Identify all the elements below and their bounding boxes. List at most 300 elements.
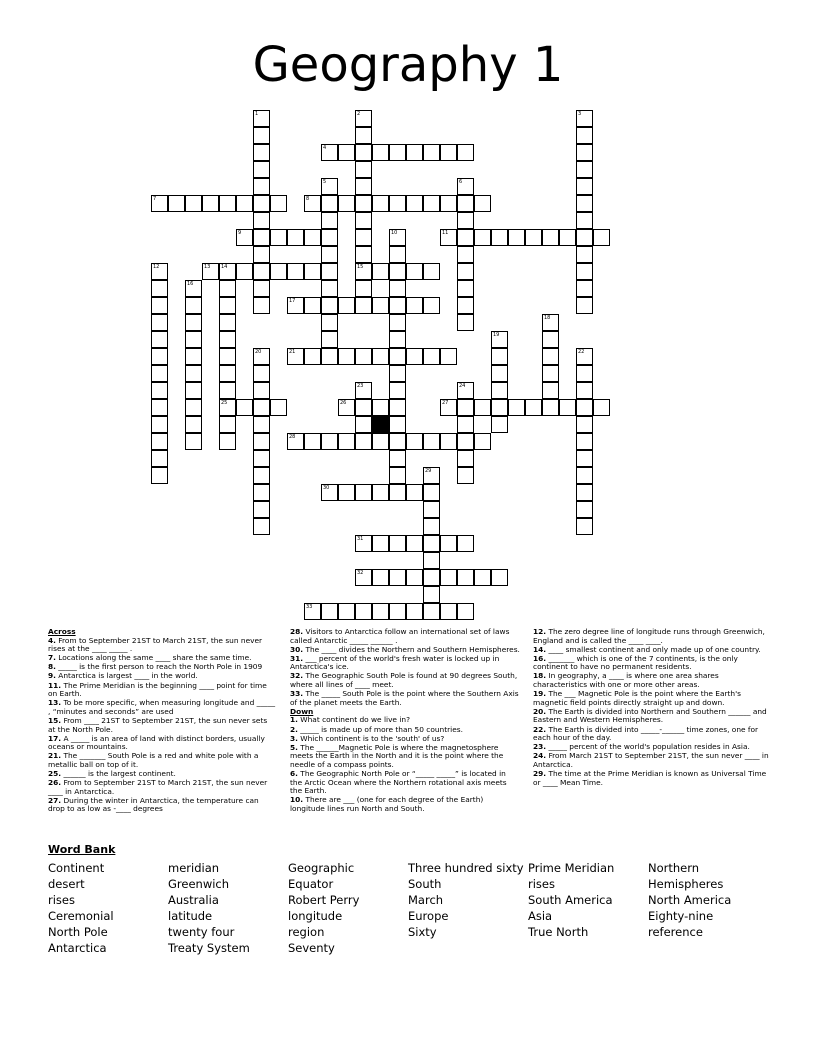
grid-cell[interactable] bbox=[457, 280, 474, 297]
grid-cell[interactable] bbox=[372, 195, 389, 212]
grid-cell[interactable] bbox=[338, 297, 355, 314]
grid-cell[interactable] bbox=[406, 144, 423, 161]
grid-cell[interactable] bbox=[423, 484, 440, 501]
grid-cell[interactable] bbox=[423, 535, 440, 552]
grid-cell[interactable] bbox=[423, 603, 440, 620]
grid-cell[interactable] bbox=[185, 433, 202, 450]
grid-cell[interactable] bbox=[389, 246, 406, 263]
grid-cell[interactable] bbox=[423, 433, 440, 450]
grid-cell[interactable] bbox=[559, 399, 576, 416]
grid-cell[interactable] bbox=[253, 280, 270, 297]
grid-cell[interactable] bbox=[406, 348, 423, 365]
grid-cell[interactable] bbox=[321, 433, 338, 450]
grid-cell[interactable] bbox=[423, 144, 440, 161]
grid-cell[interactable] bbox=[219, 297, 236, 314]
grid-cell[interactable] bbox=[304, 195, 321, 212]
grid-cell[interactable] bbox=[389, 297, 406, 314]
grid-cell[interactable] bbox=[270, 195, 287, 212]
grid-cell[interactable] bbox=[576, 263, 593, 280]
grid-cell[interactable] bbox=[576, 399, 593, 416]
grid-cell[interactable] bbox=[389, 484, 406, 501]
grid-cell[interactable] bbox=[151, 297, 168, 314]
grid-cell[interactable] bbox=[253, 144, 270, 161]
grid-cell[interactable] bbox=[355, 263, 372, 280]
grid-cell[interactable] bbox=[423, 467, 440, 484]
grid-cell[interactable] bbox=[219, 382, 236, 399]
grid-cell[interactable] bbox=[406, 535, 423, 552]
grid-cell[interactable] bbox=[253, 229, 270, 246]
grid-cell[interactable] bbox=[576, 110, 593, 127]
grid-cell[interactable] bbox=[576, 450, 593, 467]
grid-cell[interactable] bbox=[389, 399, 406, 416]
grid-cell[interactable] bbox=[338, 484, 355, 501]
grid-cell[interactable] bbox=[389, 450, 406, 467]
grid-cell[interactable] bbox=[151, 399, 168, 416]
grid-cell[interactable] bbox=[168, 195, 185, 212]
grid-cell[interactable] bbox=[236, 229, 253, 246]
grid-cell[interactable] bbox=[151, 263, 168, 280]
grid-cell[interactable] bbox=[151, 280, 168, 297]
grid-cell[interactable] bbox=[389, 144, 406, 161]
clue-number: 13 bbox=[204, 264, 211, 270]
grid-cell[interactable] bbox=[321, 195, 338, 212]
grid-cell[interactable] bbox=[423, 586, 440, 603]
grid-cell[interactable] bbox=[406, 263, 423, 280]
grid-cell[interactable] bbox=[406, 569, 423, 586]
grid-cell[interactable] bbox=[321, 603, 338, 620]
clue-number: 33 bbox=[306, 604, 313, 610]
grid-cell[interactable] bbox=[406, 433, 423, 450]
grid-cell[interactable] bbox=[236, 195, 253, 212]
grid-cell[interactable] bbox=[576, 297, 593, 314]
grid-cell[interactable] bbox=[321, 212, 338, 229]
clue-number: 10 bbox=[391, 230, 398, 236]
grid-cell[interactable] bbox=[406, 484, 423, 501]
grid-cell[interactable] bbox=[457, 178, 474, 195]
grid-cell[interactable] bbox=[423, 569, 440, 586]
grid-cell[interactable] bbox=[457, 144, 474, 161]
grid-cell[interactable] bbox=[355, 416, 372, 433]
clue-text: In geography, a ____ is where one area shares characteristics with one or more other areas. bbox=[533, 671, 719, 690]
grid-cell[interactable] bbox=[542, 314, 559, 331]
grid-cell[interactable] bbox=[576, 144, 593, 161]
grid-cell[interactable] bbox=[151, 195, 168, 212]
clue-number: 7 bbox=[153, 196, 157, 202]
grid-cell[interactable] bbox=[185, 314, 202, 331]
grid-cell[interactable] bbox=[372, 263, 389, 280]
grid-cell[interactable] bbox=[236, 399, 253, 416]
grid-cell[interactable] bbox=[253, 484, 270, 501]
grid-cell[interactable] bbox=[304, 348, 321, 365]
grid-cell[interactable] bbox=[508, 229, 525, 246]
grid-cell[interactable] bbox=[491, 229, 508, 246]
clue-text: The ___ Magnetic Pole is the point where the Earth's magnetic field points directly straight up and down. bbox=[533, 689, 741, 707]
grid-cell[interactable] bbox=[423, 501, 440, 518]
grid-cell[interactable] bbox=[219, 331, 236, 348]
grid-cell[interactable] bbox=[253, 110, 270, 127]
grid-cell[interactable] bbox=[321, 348, 338, 365]
grid-cell[interactable] bbox=[576, 280, 593, 297]
grid-cell[interactable] bbox=[389, 365, 406, 382]
clue-item bbox=[290, 744, 520, 770]
clue-item bbox=[48, 735, 276, 752]
grid-cell[interactable] bbox=[151, 433, 168, 450]
grid-cell[interactable] bbox=[491, 331, 508, 348]
grid-cell[interactable] bbox=[576, 178, 593, 195]
grid-cell[interactable] bbox=[389, 229, 406, 246]
grid-cell[interactable] bbox=[440, 433, 457, 450]
grid-cell[interactable] bbox=[576, 365, 593, 382]
grid-cell[interactable] bbox=[355, 229, 372, 246]
word-bank-item: True North bbox=[528, 925, 589, 939]
grid-cell[interactable] bbox=[355, 280, 372, 297]
clue-text: The time at the Prime Meridian is known as Universal Time or ____ Mean Time. bbox=[533, 769, 767, 787]
grid-cell[interactable] bbox=[423, 348, 440, 365]
clue-number: 27. bbox=[48, 795, 62, 805]
grid-cell[interactable] bbox=[321, 178, 338, 195]
grid-cell[interactable] bbox=[355, 484, 372, 501]
grid-cell[interactable] bbox=[457, 603, 474, 620]
grid-cell[interactable] bbox=[491, 365, 508, 382]
grid-cell[interactable] bbox=[321, 297, 338, 314]
grid-cell[interactable] bbox=[253, 178, 270, 195]
grid-cell[interactable] bbox=[236, 263, 253, 280]
grid-cell[interactable] bbox=[457, 229, 474, 246]
grid-cell[interactable] bbox=[270, 263, 287, 280]
word-bank-item: Sixty bbox=[408, 925, 437, 939]
word-bank-item: Robert Perry bbox=[288, 893, 360, 907]
grid-cell[interactable] bbox=[457, 450, 474, 467]
grid-cell[interactable] bbox=[440, 569, 457, 586]
grid-cell[interactable] bbox=[491, 416, 508, 433]
grid-cell[interactable] bbox=[423, 552, 440, 569]
grid-cell[interactable] bbox=[440, 144, 457, 161]
grid-cell[interactable] bbox=[372, 297, 389, 314]
grid-cell[interactable] bbox=[474, 569, 491, 586]
clue-item bbox=[290, 628, 520, 645]
grid-cell[interactable] bbox=[576, 348, 593, 365]
grid-cell[interactable] bbox=[253, 518, 270, 535]
word-bank-item: March bbox=[408, 893, 444, 907]
grid-cell[interactable] bbox=[491, 382, 508, 399]
grid-cell[interactable] bbox=[491, 399, 508, 416]
grid-cell[interactable] bbox=[440, 195, 457, 212]
grid-cell[interactable] bbox=[151, 467, 168, 484]
grid-cell[interactable] bbox=[457, 467, 474, 484]
clue-text: From ____ 21ST to September 21ST, the sun never sets at the North Pole. bbox=[48, 715, 268, 734]
grid-cell[interactable] bbox=[423, 518, 440, 535]
grid-cell[interactable] bbox=[457, 195, 474, 212]
grid-cell[interactable] bbox=[321, 314, 338, 331]
grid-cell[interactable] bbox=[355, 110, 372, 127]
grid-cell[interactable] bbox=[253, 365, 270, 382]
grid-cell[interactable] bbox=[355, 127, 372, 144]
grid-cell[interactable] bbox=[457, 382, 474, 399]
clue-number: 30. bbox=[290, 644, 304, 654]
grid-cell[interactable] bbox=[355, 348, 372, 365]
grid-cell[interactable] bbox=[576, 467, 593, 484]
grid-cell[interactable] bbox=[219, 195, 236, 212]
grid-cell[interactable] bbox=[253, 263, 270, 280]
grid-cell[interactable] bbox=[253, 450, 270, 467]
grid-cell[interactable] bbox=[287, 263, 304, 280]
grid-cell[interactable] bbox=[185, 195, 202, 212]
grid-cell[interactable] bbox=[355, 399, 372, 416]
clue-number: 25 bbox=[221, 400, 228, 406]
grid-cell[interactable] bbox=[219, 365, 236, 382]
grid-cell[interactable] bbox=[253, 467, 270, 484]
grid-cell[interactable] bbox=[474, 195, 491, 212]
grid-cell[interactable] bbox=[576, 518, 593, 535]
grid-cell[interactable] bbox=[270, 399, 287, 416]
grid-cell[interactable] bbox=[576, 212, 593, 229]
word-bank-item: Treaty System bbox=[168, 941, 250, 955]
grid-cell[interactable] bbox=[338, 195, 355, 212]
grid-cell[interactable] bbox=[576, 195, 593, 212]
grid-cell[interactable] bbox=[372, 535, 389, 552]
grid-cell[interactable] bbox=[508, 399, 525, 416]
grid-cell[interactable] bbox=[457, 399, 474, 416]
grid-cell[interactable] bbox=[576, 501, 593, 518]
grid-cell[interactable] bbox=[253, 212, 270, 229]
grid-cell[interactable] bbox=[525, 399, 542, 416]
grid-cell[interactable] bbox=[474, 229, 491, 246]
grid-cell[interactable] bbox=[151, 450, 168, 467]
grid-cell[interactable] bbox=[304, 229, 321, 246]
grid-cell[interactable] bbox=[338, 603, 355, 620]
grid-cell[interactable] bbox=[576, 484, 593, 501]
grid-cell[interactable] bbox=[338, 433, 355, 450]
grid-cell[interactable] bbox=[440, 399, 457, 416]
grid-cell[interactable] bbox=[423, 195, 440, 212]
grid-cell[interactable] bbox=[389, 348, 406, 365]
grid-cell[interactable] bbox=[491, 348, 508, 365]
grid-cell[interactable] bbox=[457, 569, 474, 586]
grid-cell[interactable] bbox=[389, 433, 406, 450]
grid-cell[interactable] bbox=[457, 263, 474, 280]
clue-item bbox=[533, 708, 769, 725]
word-bank-item: Equator bbox=[288, 877, 334, 891]
word-bank-item: Hemispheres bbox=[648, 877, 724, 891]
grid-cell[interactable] bbox=[457, 433, 474, 450]
grid-cell[interactable] bbox=[440, 535, 457, 552]
clue-text: To be more specific, when measuring longitude and _____ , “minutes and seconds” are used bbox=[48, 698, 276, 716]
grid-cell[interactable] bbox=[253, 399, 270, 416]
grid-cell[interactable] bbox=[406, 195, 423, 212]
grid-cell[interactable] bbox=[219, 314, 236, 331]
grid-cell[interactable] bbox=[389, 603, 406, 620]
grid-cell[interactable] bbox=[389, 195, 406, 212]
grid-cell[interactable] bbox=[355, 161, 372, 178]
grid-cell[interactable] bbox=[440, 603, 457, 620]
grid-cell[interactable] bbox=[355, 195, 372, 212]
grid-cell[interactable] bbox=[457, 314, 474, 331]
grid-cell[interactable] bbox=[321, 263, 338, 280]
grid-cell[interactable] bbox=[542, 331, 559, 348]
grid-cell[interactable] bbox=[355, 433, 372, 450]
word-bank-item: Three hundred sixty bbox=[408, 861, 524, 875]
grid-cell[interactable] bbox=[542, 229, 559, 246]
grid-cell[interactable] bbox=[185, 365, 202, 382]
grid-cell[interactable] bbox=[304, 603, 321, 620]
grid-cell[interactable] bbox=[253, 127, 270, 144]
grid-cell[interactable] bbox=[287, 297, 304, 314]
word-bank-item: latitude bbox=[168, 909, 213, 923]
grid-cell[interactable] bbox=[389, 314, 406, 331]
grid-cell[interactable] bbox=[304, 297, 321, 314]
grid-cell[interactable] bbox=[525, 229, 542, 246]
grid-cell[interactable] bbox=[219, 416, 236, 433]
grid-cell[interactable] bbox=[576, 229, 593, 246]
grid-cell[interactable] bbox=[219, 399, 236, 416]
grid-cell[interactable] bbox=[440, 229, 457, 246]
grid-cell[interactable] bbox=[576, 382, 593, 399]
grid-cell[interactable] bbox=[576, 127, 593, 144]
clue-number: 15 bbox=[357, 264, 364, 270]
grid-cell[interactable] bbox=[355, 603, 372, 620]
grid-cell[interactable] bbox=[355, 297, 372, 314]
grid-cell[interactable] bbox=[253, 433, 270, 450]
grid-cell[interactable] bbox=[457, 297, 474, 314]
grid-cell[interactable] bbox=[372, 603, 389, 620]
grid-cell[interactable] bbox=[389, 416, 406, 433]
grid-cell[interactable] bbox=[389, 263, 406, 280]
grid-cell[interactable] bbox=[219, 263, 236, 280]
clue-number: 5. bbox=[290, 742, 298, 752]
grid-cell[interactable] bbox=[372, 144, 389, 161]
grid-cell[interactable] bbox=[304, 263, 321, 280]
grid-cell[interactable] bbox=[287, 348, 304, 365]
grid-cell[interactable] bbox=[593, 399, 610, 416]
grid-cell[interactable] bbox=[355, 246, 372, 263]
grid-cell[interactable] bbox=[457, 212, 474, 229]
clue-number: 28 bbox=[289, 434, 296, 440]
grid-cell[interactable] bbox=[185, 382, 202, 399]
grid-cell[interactable] bbox=[389, 280, 406, 297]
grid-cell[interactable] bbox=[253, 195, 270, 212]
grid-cell[interactable] bbox=[253, 348, 270, 365]
grid-cell[interactable] bbox=[389, 467, 406, 484]
grid-cell[interactable] bbox=[202, 195, 219, 212]
grid-cell[interactable] bbox=[253, 161, 270, 178]
grid-cell[interactable] bbox=[151, 314, 168, 331]
grid-cell[interactable] bbox=[253, 501, 270, 518]
grid-cell[interactable] bbox=[542, 382, 559, 399]
grid-cell[interactable] bbox=[355, 178, 372, 195]
grid-cell[interactable] bbox=[253, 297, 270, 314]
grid-cell[interactable] bbox=[542, 348, 559, 365]
grid-cell[interactable] bbox=[338, 348, 355, 365]
grid-cell[interactable] bbox=[321, 229, 338, 246]
grid-cell[interactable] bbox=[321, 484, 338, 501]
grid-cell[interactable] bbox=[321, 331, 338, 348]
grid-cell[interactable] bbox=[321, 144, 338, 161]
grid-cell[interactable] bbox=[338, 144, 355, 161]
clue-number: 2 bbox=[357, 111, 361, 117]
clue-number: 19. bbox=[533, 689, 547, 699]
clue-text: The Geographic North Pole or “_____ _____” is located in the Arctic Ocean where the Northern rotational axis meets the Earth. bbox=[290, 769, 507, 796]
grid-cell[interactable] bbox=[406, 297, 423, 314]
grid-cell[interactable] bbox=[202, 263, 219, 280]
grid-cell[interactable] bbox=[270, 229, 287, 246]
grid-cell[interactable] bbox=[389, 569, 406, 586]
grid-cell[interactable] bbox=[287, 229, 304, 246]
grid-cell[interactable] bbox=[219, 348, 236, 365]
grid-cell[interactable] bbox=[372, 433, 389, 450]
grid-cell[interactable] bbox=[151, 416, 168, 433]
grid-cell[interactable] bbox=[185, 280, 202, 297]
grid-cell[interactable] bbox=[576, 416, 593, 433]
grid-cell[interactable] bbox=[287, 433, 304, 450]
grid-cell[interactable] bbox=[355, 144, 372, 161]
grid-cell[interactable] bbox=[474, 433, 491, 450]
grid-cell[interactable] bbox=[253, 416, 270, 433]
grid-cell[interactable] bbox=[423, 297, 440, 314]
grid-cell[interactable] bbox=[355, 212, 372, 229]
clue-number: 4. bbox=[48, 635, 56, 645]
grid-cell[interactable] bbox=[423, 263, 440, 280]
grid-cell[interactable] bbox=[321, 280, 338, 297]
grid-cell[interactable] bbox=[219, 433, 236, 450]
grid-cell[interactable] bbox=[491, 569, 508, 586]
clue-text: The Earth is divided into _____-______ time zones, one for each hour of the day. bbox=[533, 724, 759, 743]
grid-cell[interactable] bbox=[389, 382, 406, 399]
clue-item bbox=[48, 717, 276, 734]
grid-cell[interactable] bbox=[389, 331, 406, 348]
grid-cell[interactable] bbox=[253, 246, 270, 263]
grid-cell[interactable] bbox=[151, 365, 168, 382]
clue-number: 24 bbox=[459, 383, 466, 389]
grid-cell[interactable] bbox=[372, 399, 389, 416]
grid-cell[interactable] bbox=[372, 569, 389, 586]
grid-cell[interactable] bbox=[355, 382, 372, 399]
grid-cell[interactable] bbox=[406, 603, 423, 620]
grid-cell[interactable] bbox=[151, 382, 168, 399]
grid-cell[interactable] bbox=[185, 297, 202, 314]
grid-cell[interactable] bbox=[321, 246, 338, 263]
grid-cell[interactable] bbox=[593, 229, 610, 246]
grid-cell[interactable] bbox=[542, 365, 559, 382]
clue-item bbox=[533, 690, 769, 707]
grid-cell[interactable] bbox=[372, 484, 389, 501]
grid-cell[interactable] bbox=[576, 246, 593, 263]
grid-cell[interactable] bbox=[355, 569, 372, 586]
grid-cell[interactable] bbox=[185, 399, 202, 416]
grid-cell[interactable] bbox=[440, 348, 457, 365]
grid-cell[interactable] bbox=[457, 416, 474, 433]
grid-cell[interactable] bbox=[372, 348, 389, 365]
grid-cell[interactable] bbox=[576, 161, 593, 178]
grid-cell[interactable] bbox=[185, 348, 202, 365]
grid-cell[interactable] bbox=[253, 382, 270, 399]
word-bank-item: reference bbox=[648, 925, 703, 939]
grid-cell[interactable] bbox=[151, 348, 168, 365]
grid-cell[interactable] bbox=[474, 399, 491, 416]
grid-cell[interactable] bbox=[576, 433, 593, 450]
grid-cell[interactable] bbox=[559, 229, 576, 246]
grid-cell[interactable] bbox=[542, 399, 559, 416]
grid-cell[interactable] bbox=[304, 433, 321, 450]
grid-cell[interactable] bbox=[185, 416, 202, 433]
grid-cell[interactable] bbox=[151, 331, 168, 348]
grid-cell[interactable] bbox=[219, 280, 236, 297]
grid-cell[interactable] bbox=[355, 535, 372, 552]
grid-cell[interactable] bbox=[457, 535, 474, 552]
grid-cell[interactable] bbox=[389, 535, 406, 552]
grid-cell[interactable] bbox=[457, 246, 474, 263]
grid-cell[interactable] bbox=[338, 399, 355, 416]
grid-cell[interactable] bbox=[185, 331, 202, 348]
